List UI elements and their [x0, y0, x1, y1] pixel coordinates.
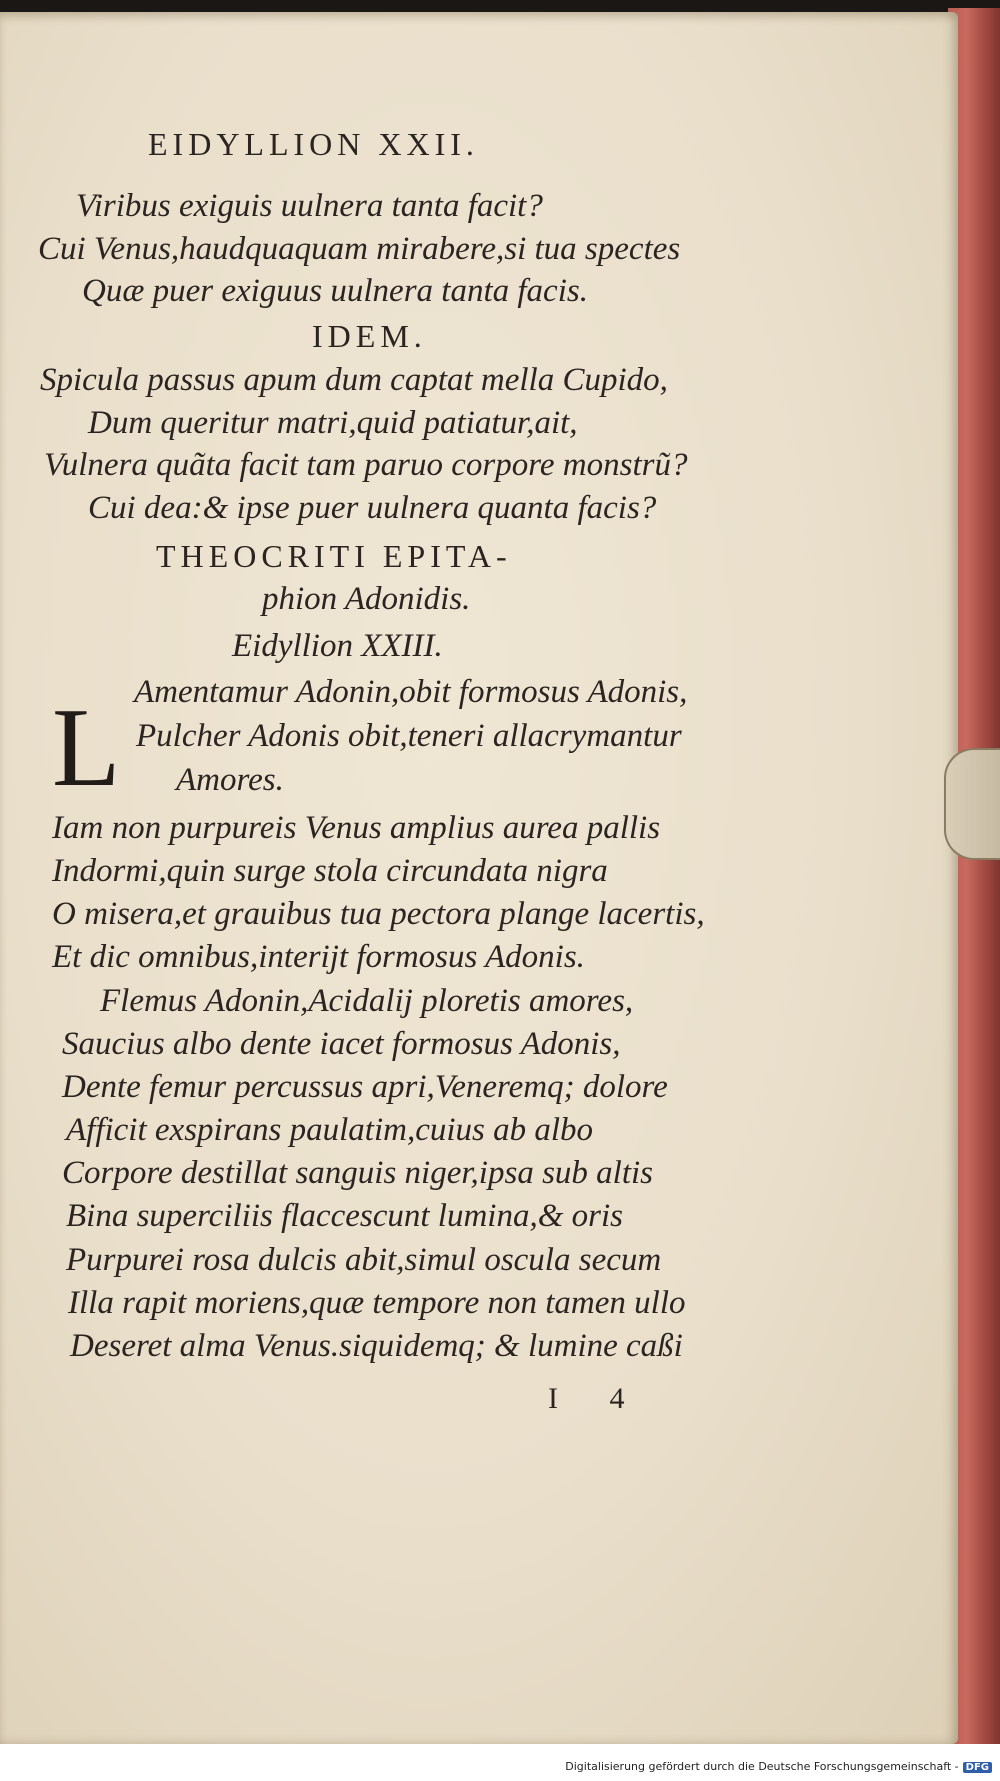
- poem-line: Amores.: [176, 762, 284, 798]
- poem-line: Amentamur Adonin,obit formosus Adonis,: [134, 674, 688, 710]
- eidyllion-number: Eidyllion XXIII.: [232, 628, 443, 664]
- running-head: EIDYLLION XXII.: [148, 126, 479, 162]
- poem-line: Cui dea:& ipse puer uulnera quanta facis?: [88, 490, 657, 526]
- section-heading: IDEM.: [312, 318, 427, 354]
- poem-line: Corpore destillat sanguis niger,ipsa sub altis: [62, 1155, 654, 1191]
- drop-cap: L: [52, 686, 121, 810]
- poem-line: Dum queritur matri,quid patiatur,ait,: [88, 405, 578, 441]
- book-clasp: [944, 748, 1000, 860]
- poem-line: Afficit exspirans paulatim,cuius ab albo: [66, 1112, 594, 1148]
- digitization-credit: [565, 1760, 992, 1773]
- poem-line: Flemus Adonin,Acidalij ploretis amores,: [100, 983, 634, 1019]
- poem-line: Vulnera quãta facit tam paruo corpore monstrũ?: [44, 447, 688, 483]
- credit-text: Digitalisierung gefördert durch die Deutsche Forschungsgemeinschaft -: [565, 1760, 959, 1773]
- epitaph-subtitle: phion Adonidis.: [262, 581, 471, 617]
- poem-line: Dente femur percussus apri,Veneremq; dolore: [62, 1069, 668, 1105]
- poem-line: Saucius albo dente iacet formosus Adonis,: [62, 1026, 621, 1062]
- poem-line: O misera,et grauibus tua pectora plange lacertis,: [52, 896, 705, 932]
- poem-line: Purpurei rosa dulcis abit,simul oscula secum: [66, 1242, 662, 1278]
- poem-line: Et dic omnibus,interijt formosus Adonis.: [52, 939, 585, 975]
- poem-line: Bina superciliis flaccescunt lumina,& oris: [66, 1198, 623, 1234]
- poem-line: Spicula passus apum dum captat mella Cupido,: [40, 362, 668, 398]
- poem-line: Pulcher Adonis obit,teneri allacrymantur: [136, 718, 682, 754]
- poem-line: Iam non purpureis Venus amplius aurea pallis: [52, 810, 661, 846]
- poem-line: Illa rapit moriens,quæ tempore non tamen ullo: [68, 1285, 686, 1321]
- poem-line: Quæ puer exiguus uulnera tanta facis.: [82, 273, 588, 309]
- signature-mark: I 4: [548, 1382, 647, 1415]
- poem-line: Viribus exiguis uulnera tanta facit?: [76, 188, 543, 224]
- poem-line: Cui Venus,haudquaquam mirabere,si tua spectes: [38, 231, 681, 267]
- epitaph-title: THEOCRITI EPITA-: [156, 538, 512, 574]
- poem-line: Deseret alma Venus.siquidemq; & lumine caßi: [70, 1328, 683, 1364]
- poem-line: Indormi,quin surge stola circundata nigra: [52, 853, 608, 889]
- dfg-logo: DFG: [963, 1762, 992, 1773]
